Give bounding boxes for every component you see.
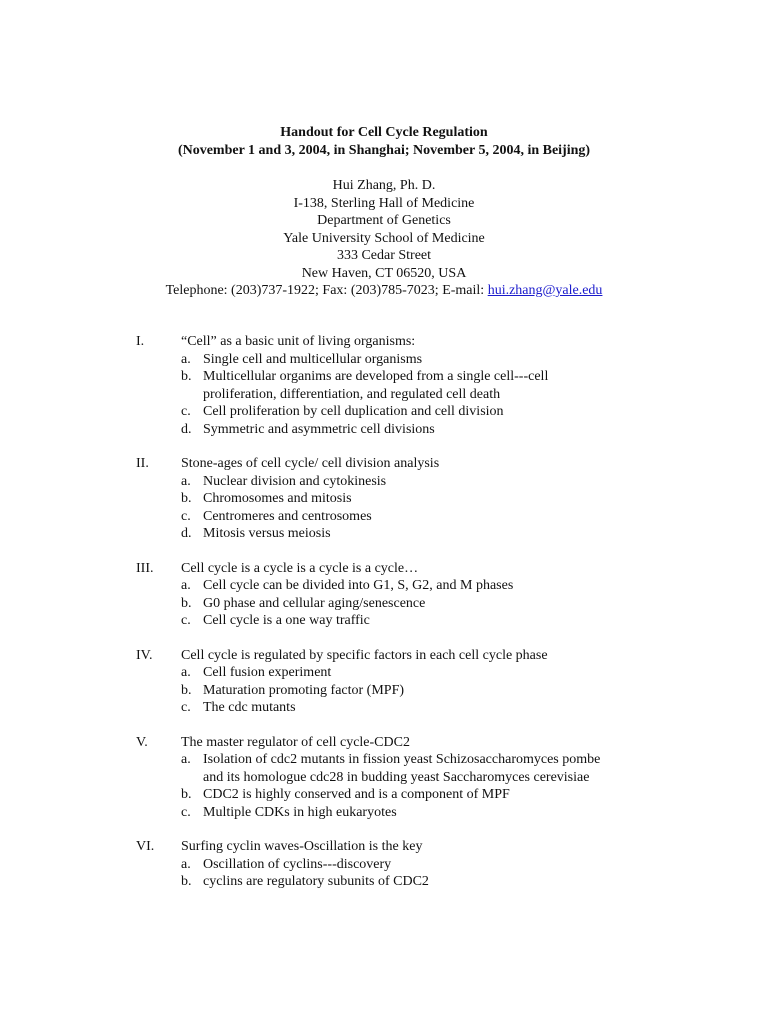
section-numeral: II. <box>136 456 149 471</box>
author-name: Hui Zhang, Ph. D. <box>332 178 436 193</box>
section-title: The master regulator of cell cycle-CDC2 <box>181 734 410 750</box>
item-letter: b. <box>181 787 192 802</box>
outline-item <box>0 473 768 491</box>
item-letter: c. <box>181 508 191 524</box>
outline-item <box>0 525 768 543</box>
outline-item <box>0 804 768 822</box>
item-letter: b. <box>181 874 192 889</box>
item-letter: a. <box>181 473 191 489</box>
item-letter: c. <box>181 804 191 820</box>
item-letter: c. <box>181 404 191 419</box>
section-title: Cell cycle is regulated by specific factors in each cell cycle phase <box>181 647 548 663</box>
item-text-line: proliferation, differentiation, and regulated cell death <box>203 386 501 402</box>
outline-section <box>0 455 768 543</box>
section-heading <box>0 455 768 473</box>
item-text-line: Isolation of cdc2 mutants in fission yeast Schizosaccharomyces pombe <box>203 752 601 767</box>
item-text-line: Cell cycle can be divided into G1, S, G2, and M phases <box>203 578 514 593</box>
item-text-line: Nuclear division and cytokinesis <box>203 473 387 489</box>
section-numeral: V. <box>136 734 148 750</box>
author-school: Yale University School of Medicine <box>283 230 485 246</box>
author-email-link[interactable]: hui.zhang@yale.edu <box>487 283 603 298</box>
author-contact-prefix: Telephone: (203)737-1922; Fax: (203)785-7023; E-mail: <box>165 283 488 298</box>
item-letter: c. <box>181 613 191 628</box>
author-street: 333 Cedar Street <box>336 248 432 263</box>
item-text-line: cyclins are regulatory subunits of CDC2 <box>203 874 429 889</box>
document-title: Handout for Cell Cycle Regulation <box>280 125 488 140</box>
item-text-line: CDC2 is highly conserved and is a component of MPF <box>203 787 510 802</box>
section-heading <box>0 560 768 578</box>
item-letter: b. <box>181 682 192 698</box>
outline-item <box>0 508 768 526</box>
outline-item <box>0 699 768 717</box>
document-subtitle: (November 1 and 3, 2004, in Shanghai; November 5, 2004, in Beijing) <box>177 142 591 158</box>
item-letter: a. <box>181 752 191 767</box>
item-letter: d. <box>181 421 192 437</box>
item-letter: b. <box>181 491 192 506</box>
item-text-line: Single cell and multicellular organisms <box>203 351 423 367</box>
item-text-line: Mitosis versus meiosis <box>203 526 331 541</box>
outline-item <box>0 577 768 595</box>
outline-section <box>0 560 768 630</box>
outline-item <box>0 368 768 403</box>
item-letter: d. <box>181 526 192 541</box>
item-text-line: The cdc mutants <box>203 700 296 715</box>
item-text-line: Oscillation of cyclins---discovery <box>203 856 392 872</box>
author-room: I-138, Sterling Hall of Medicine <box>293 195 475 211</box>
section-heading <box>0 838 768 856</box>
item-letter: a. <box>181 351 191 367</box>
outline-item <box>0 856 768 874</box>
outline-item <box>0 751 768 786</box>
outline-item <box>0 490 768 508</box>
outline-item <box>0 682 768 700</box>
item-letter: a. <box>181 856 191 872</box>
item-letter: a. <box>181 665 191 680</box>
section-heading <box>0 734 768 752</box>
item-text-line: Multiple CDKs in high eukaryotes <box>203 804 397 820</box>
section-title: Surfing cyclin waves-Oscillation is the key <box>181 839 423 854</box>
item-text-line: Maturation promoting factor (MPF) <box>203 682 405 698</box>
section-heading <box>0 333 768 351</box>
item-text-line: Cell cycle is a one way traffic <box>203 613 370 628</box>
item-letter: a. <box>181 578 191 593</box>
outline-item <box>0 421 768 439</box>
outline-item <box>0 786 768 804</box>
item-text-line: G0 phase and cellular aging/senescence <box>203 595 426 611</box>
section-numeral: I. <box>136 334 145 349</box>
course-outline <box>0 333 768 908</box>
author-contact-line <box>0 282 768 300</box>
item-text-line: Cell proliferation by cell duplication and cell division <box>203 404 504 419</box>
item-text-line: Chromosomes and mitosis <box>203 491 352 506</box>
section-numeral: IV. <box>136 647 153 663</box>
author-block <box>0 177 768 300</box>
outline-item <box>0 873 768 891</box>
section-title: Cell cycle is a cycle is a cycle is a cycle… <box>181 560 419 576</box>
section-numeral: III. <box>136 560 154 576</box>
outline-item <box>0 664 768 682</box>
outline-item <box>0 612 768 630</box>
section-title: Stone-ages of cell cycle/ cell division analysis <box>181 456 440 471</box>
outline-item <box>0 595 768 613</box>
outline-section <box>0 734 768 822</box>
item-letter: c. <box>181 700 191 715</box>
item-text-line: Centromeres and centrosomes <box>203 508 372 524</box>
document-header <box>0 124 768 159</box>
item-text-line: Symmetric and asymmetric cell divisions <box>203 421 435 437</box>
outline-section <box>0 838 768 891</box>
item-letter: b. <box>181 595 192 611</box>
author-department: Department of Genetics <box>317 213 451 228</box>
item-letter: b. <box>181 369 192 384</box>
outline-section <box>0 333 768 438</box>
outline-item <box>0 351 768 369</box>
outline-item <box>0 403 768 421</box>
section-numeral: VI. <box>136 839 155 854</box>
item-text-line: and its homologue cdc28 in budding yeast Saccharomyces cerevisiae <box>203 769 590 785</box>
section-heading <box>0 647 768 665</box>
section-title: “Cell” as a basic unit of living organisms: <box>181 334 416 349</box>
item-text-line: Cell fusion experiment <box>203 665 332 680</box>
outline-section <box>0 647 768 717</box>
item-text-line: Multicellular organims are developed from a single cell---cell <box>203 369 549 384</box>
author-city: New Haven, CT 06520, USA <box>301 265 467 281</box>
